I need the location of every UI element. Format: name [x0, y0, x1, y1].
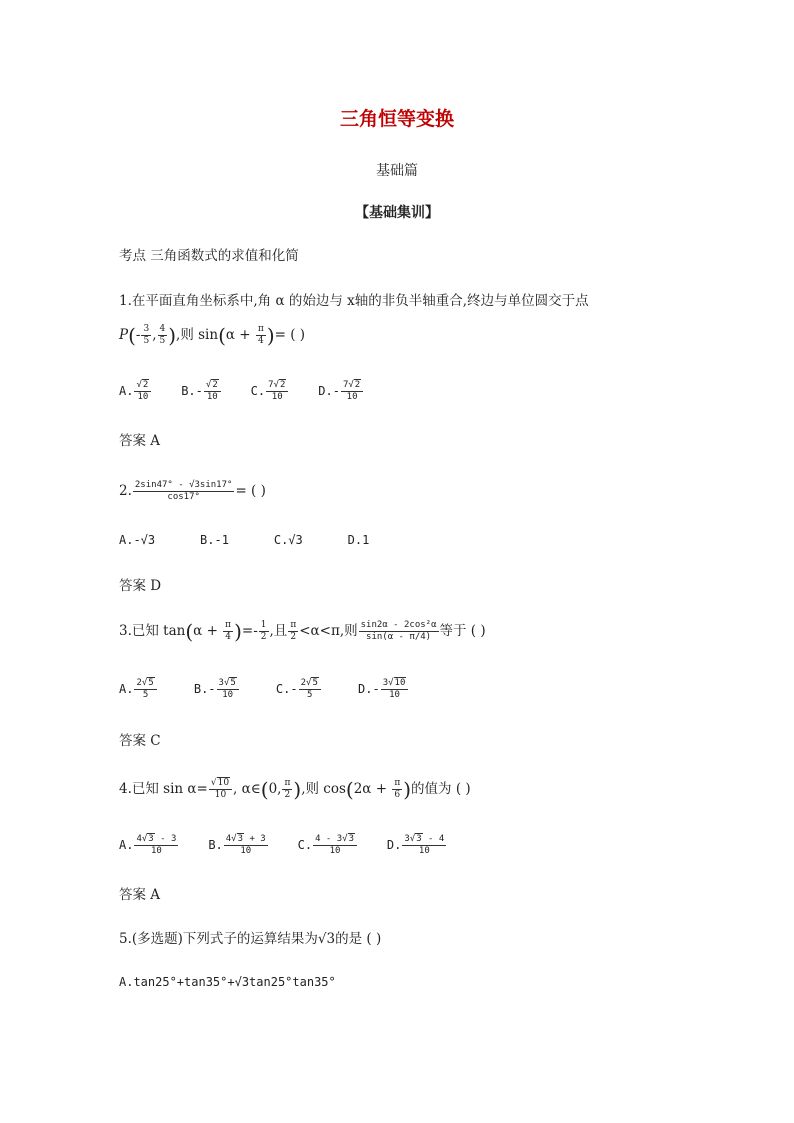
q1-answer: 答案 A	[119, 433, 161, 449]
q2-options: A.-√3 B.-1 C.√3 D.1	[119, 533, 370, 547]
q2-answer: 答案 D	[119, 578, 162, 594]
q1-then: ,则 sin	[176, 327, 219, 343]
topic-heading: 考点 三角函数式的求值和化简	[119, 248, 299, 264]
q1-options: A. $\frac{√2}{10}$ B.- $\frac{√2}{10}$ C. $\frac{7√2}{10}$ D.- $\frac{7√2}{10}$	[119, 380, 364, 403]
q4-options: A. $\frac{4√3 - 3}{10}$ B. $\frac{4√3 + 3}{10}$ C. $\frac{4 - 3√3}{10}$ D. $\frac{3√3 - 4}{10}$	[119, 834, 445, 856]
q2-text: 2. $\frac{2\sin 47^\circ - √3\sin 17^\circ}{\cos 17^\circ}$ = ( )	[119, 480, 266, 502]
q5-text: 5.(多选题)下列式子的运算结果为√3的是 ( )	[119, 931, 382, 947]
page-title: 三角恒等变换	[339, 108, 454, 130]
q3-answer: 答案 C	[119, 733, 161, 749]
q4-answer: 答案 A	[119, 887, 161, 903]
q3-options: A. $\frac{2√5}{5}$ B.- $\frac{3√5}{10}$ C.- $\frac{2√5}{5}$ D.- $\frac{3√10}{10}$	[119, 678, 409, 701]
q5-option-a: A.tan25°+tan35°+√3tan25°tan35°	[119, 975, 336, 989]
section-heading: 基础篇	[376, 163, 418, 179]
q1-line2: P(- $\frac{3}{5}$ , $\frac{4}{5}$ ),则 sin(α + $\frac{\pi}{4}$ )= ( )	[119, 323, 306, 348]
q1-text: 1.在平面直角坐标系中,角 α 的始边与 x轴的非负半轴重合,终边与单位圆交于点	[119, 293, 589, 309]
q3-text: 3.已知 tan(α + $\frac{\pi}{4}$ )=- $\frac{1}{2}$ ,且 $\frac{\pi}{2}$ <α<π,则 $\frac{\text{sin2α - 2cos²α}}{\sin(\alpha - \pi/4)}$ 等于 ( )	[119, 619, 486, 644]
subsection-heading: 【基础集训】	[355, 205, 439, 221]
q1-eq: = ( )	[274, 327, 306, 343]
q1-point-label: P	[119, 327, 129, 343]
q4-text: 4.已知 sin α= $\frac{√10}{10}$ , α∈(0, $\frac{\pi}{2}$ ),则 cos(2α + $\frac{\pi}{6}$ )的值为 ( )	[119, 777, 471, 802]
